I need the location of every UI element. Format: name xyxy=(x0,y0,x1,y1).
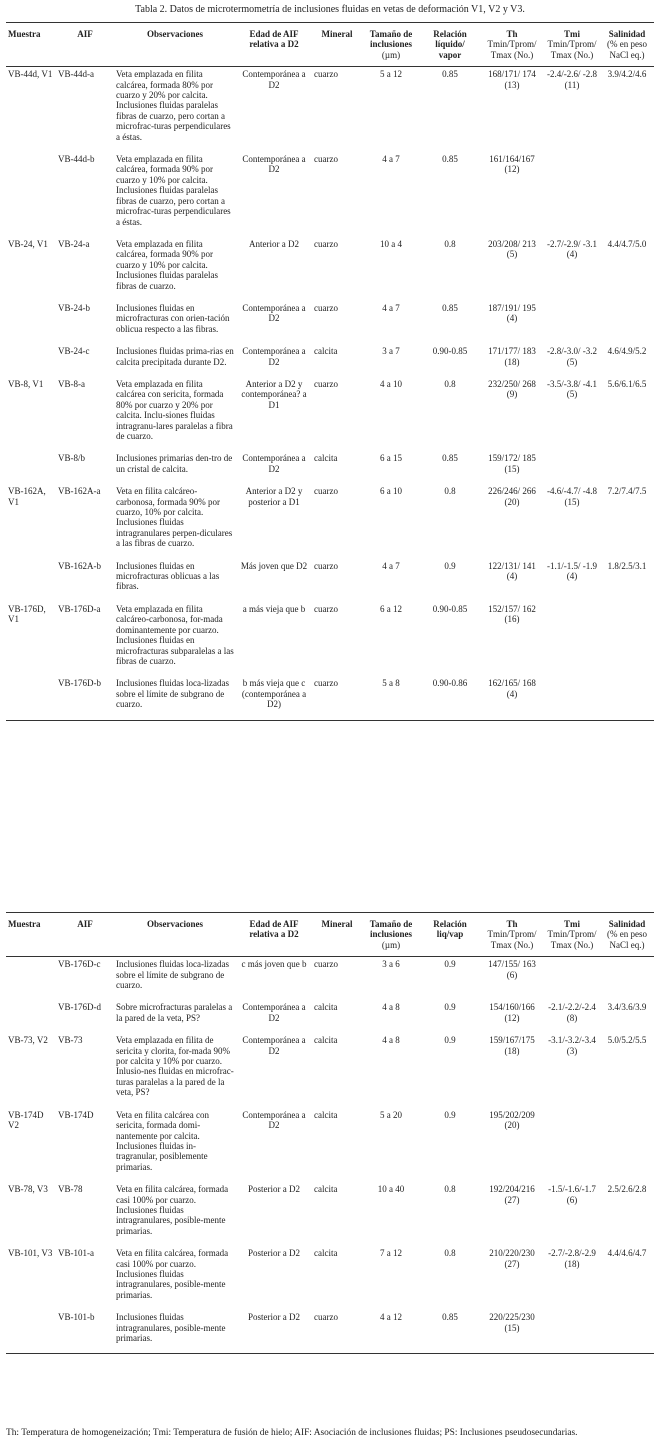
cell-th: 168/171/ 174 (13) xyxy=(488,69,536,90)
cell-mineral: cuarzo xyxy=(314,238,338,249)
cell-tmi: -4.6/-4.7/ -4.8 (15) xyxy=(547,486,597,507)
cell-relacion: 0.8 xyxy=(444,238,456,249)
cell-tmi xyxy=(544,676,600,720)
cell-relacion: 0.85 xyxy=(442,302,458,313)
cell-aif: VB-24-a xyxy=(58,238,90,249)
cell-th: 159/172/ 185 (15) xyxy=(488,453,536,474)
cell-relacion: 0.85 xyxy=(442,1312,458,1323)
table-row xyxy=(6,1033,654,1107)
cell-aif: VB-176D-d xyxy=(58,1002,101,1013)
cell-salinidad xyxy=(600,957,654,1001)
cell-observaciones: Inclusiones fluidas en microfracturas con orien-tación oblicua respecto a las fibras. xyxy=(116,302,230,334)
cell-muestra: VB-8, V1 xyxy=(8,378,44,389)
cell-tamano: 4 a 7 xyxy=(382,302,400,313)
cell-salinidad: 5.0/5.2/5.5 xyxy=(607,1035,647,1046)
cell-relacion: 0.9 xyxy=(444,959,456,970)
cell-th: 232/250/ 268 (9) xyxy=(488,378,536,400)
cell-relacion: 0.85 xyxy=(442,453,458,464)
cell-th: 161/164/167 (12) xyxy=(489,154,535,175)
cell-edad: Contemporánea a D2 xyxy=(242,69,306,90)
cell-mineral: calcita xyxy=(314,1184,338,1195)
cell-mineral: calcita xyxy=(314,1035,338,1046)
cell-tamano: 6 a 10 xyxy=(380,486,402,497)
cell-salinidad xyxy=(600,602,654,676)
cell-mineral: calcita xyxy=(314,1109,338,1120)
cell-th: 192/204/216 (27) xyxy=(489,1184,535,1205)
header-aif: AIF xyxy=(77,29,93,39)
cell-salinidad: 3.9/4.2/4.6 xyxy=(607,69,647,80)
cell-tmi xyxy=(544,301,600,344)
header-salinidad: Salinidad (% en peso NaCl eq.) xyxy=(607,919,647,950)
cell-relacion: 0.90-0.85 xyxy=(432,603,468,614)
cell-tmi xyxy=(544,1108,600,1182)
table-row xyxy=(6,67,654,152)
cell-salinidad xyxy=(600,451,654,484)
table-row xyxy=(6,1246,654,1310)
cell-salinidad: 4.4/4.6/4.7 xyxy=(607,1248,647,1259)
cell-tamano: 4 a 7 xyxy=(382,560,400,571)
header-mineral: Mineral xyxy=(321,29,353,39)
cell-aif: VB-44d-a xyxy=(58,69,94,80)
cell-muestra: VB-78, V3 xyxy=(8,1184,48,1195)
cell-th: 187/191/ 195 (4) xyxy=(488,302,536,324)
cell-th: 171/177/ 183 (18) xyxy=(488,346,536,367)
cell-edad: Más joven que D2 xyxy=(240,560,308,571)
cell-muestra: VB-162A, V1 xyxy=(8,486,46,507)
table-row xyxy=(6,957,654,1001)
cell-aif: VB-101-a xyxy=(58,1248,94,1259)
cell-tamano: 7 a 12 xyxy=(380,1248,402,1259)
cell-relacion: 0.85 xyxy=(442,154,458,165)
cell-aif: VB-101-b xyxy=(58,1312,95,1323)
table-row xyxy=(6,1000,654,1033)
cell-tamano: 5 a 20 xyxy=(380,1109,402,1120)
cell-tmi: -3.1/-3.2/-3.4 (3) xyxy=(548,1035,596,1056)
cell-tamano: 10 a 40 xyxy=(377,1184,405,1195)
cell-observaciones: Inclusiones fluidas loca-lizadas sobre el límite de subgrano de cuarzo. xyxy=(116,678,229,710)
cell-aif: VB-176D-a xyxy=(58,603,101,614)
cell-tamano: 4 a 12 xyxy=(380,1312,402,1323)
cell-muestra: VB-101, V3 xyxy=(8,1248,53,1259)
table-row xyxy=(6,559,654,602)
cell-tamano: 4 a 8 xyxy=(382,1035,400,1046)
header-tmi: Tmi Tmin/Tprom/ Tmax (No.) xyxy=(547,919,597,950)
cell-edad: Contemporánea a D2 xyxy=(242,1109,306,1131)
cell-th: 147/155/ 163 (6) xyxy=(488,959,536,980)
cell-mineral: cuarzo xyxy=(314,378,338,389)
cell-mineral: cuarzo xyxy=(314,486,338,497)
table-caption: Tabla 2. Datos de microtermometría de inclusiones fluidas en vetas de deformación V1, V2 y V3. xyxy=(135,4,525,15)
cell-mineral: cuarzo xyxy=(314,69,338,80)
cell-salinidad: 2.5/2.6/2.8 xyxy=(607,1184,647,1195)
header-muestra: Muestra xyxy=(8,919,41,929)
cell-salinidad: 7.2/7.4/7.5 xyxy=(607,486,647,497)
data-table-part-1 xyxy=(6,22,654,721)
cell-aif: VB-44d-b xyxy=(58,154,95,165)
cell-edad: Anterior a D2 y contemporánea? a D1 xyxy=(241,378,307,410)
cell-tmi: -2.1/-2.2/-2.4 (8) xyxy=(548,1002,596,1023)
cell-muestra xyxy=(6,1310,56,1354)
cell-th: 152/157/ 162 (16) xyxy=(488,603,536,625)
cell-salinidad: 3.4/3.6/3.9 xyxy=(607,1002,647,1013)
cell-edad: Posterior a D2 xyxy=(248,1312,300,1323)
cell-tamano: 4 a 7 xyxy=(382,154,400,165)
cell-muestra xyxy=(6,301,56,344)
cell-tamano: 3 a 6 xyxy=(382,959,400,970)
header-observaciones: Observaciones xyxy=(147,919,203,929)
cell-observaciones: Veta emplazada en filita calcárea con sericita, formada 80% por cuarzo y 20% por calcita. Inclu-siones fluidas intragranu-lares paralelas a fibra de cuarzo. xyxy=(116,378,233,441)
cell-tmi: -2.7/-2.8/-2.9 (18) xyxy=(548,1248,596,1269)
cell-edad: Anterior a D2 xyxy=(249,238,299,249)
cell-muestra xyxy=(6,957,56,1001)
cell-salinidad: 4.4/4.7/5.0 xyxy=(607,238,647,249)
cell-salinidad xyxy=(600,676,654,720)
data-table-part-2 xyxy=(6,912,654,1354)
header-th: Th Tmin/Tprom/ Tmax (No.) xyxy=(487,29,537,60)
cell-relacion: 0.85 xyxy=(442,69,458,80)
table-row xyxy=(6,1108,654,1182)
cell-aif: VB-176D-c xyxy=(58,959,101,970)
cell-tamano: 6 a 12 xyxy=(380,603,402,614)
cell-muestra xyxy=(6,344,56,377)
cell-aif: VB-162A-b xyxy=(58,560,101,571)
cell-tamano: 5 a 12 xyxy=(380,69,402,80)
cell-relacion: 0.90-0.85 xyxy=(432,346,468,357)
table-row xyxy=(6,451,654,484)
cell-observaciones: Sobre microfracturas paralelas a la pared de la veta, PS? xyxy=(116,1002,233,1023)
table-row xyxy=(6,344,654,377)
cell-th: 203/208/ 213 (5) xyxy=(488,238,536,260)
cell-tamano: 5 a 8 xyxy=(382,678,400,689)
cell-edad: Contemporánea a D2 xyxy=(242,1002,306,1023)
cell-mineral: cuarzo xyxy=(314,302,338,313)
table-row xyxy=(6,377,654,451)
cell-th: 195/202/209 (20) xyxy=(489,1109,535,1131)
cell-muestra: VB-174D V2 xyxy=(8,1109,44,1131)
cell-aif: VB-8/b xyxy=(58,453,85,464)
cell-observaciones: Inclusiones primarias den-tro de un cristal de calcita. xyxy=(116,453,233,474)
cell-aif: VB-176D-b xyxy=(58,678,101,689)
cell-observaciones: Veta en filita calcárea con sericita, formada domi-nantemente por calcita. Inclusiones fluidas in-tragranular, posiblemente primarias. xyxy=(116,1109,209,1172)
cell-muestra xyxy=(6,1000,56,1033)
cell-tmi xyxy=(544,1310,600,1354)
cell-edad: a más vieja que b xyxy=(242,603,306,614)
cell-mineral: cuarzo xyxy=(314,560,338,571)
table-row xyxy=(6,1310,654,1354)
header-edad: Edad de AIF relativa a D2 xyxy=(249,919,299,940)
cell-muestra xyxy=(6,676,56,720)
cell-aif: VB-174D xyxy=(58,1109,94,1120)
cell-aif: VB-78 xyxy=(58,1184,83,1195)
cell-salinidad xyxy=(600,1310,654,1354)
cell-observaciones: Veta emplazada en filita calcárea, formada 90% por cuarzo y 10% por calcita. Inclusiones fluidas paralelas fibras de cuarzo, pero cortan a microfrac-turas perpendiculares a éstas. xyxy=(116,154,231,227)
header-relacion: Relación líquido/ vapor xyxy=(433,29,467,60)
header-tamano: Tamaño de inclusiones (µm) xyxy=(369,919,413,950)
cell-salinidad xyxy=(600,152,654,237)
cell-relacion: 0.8 xyxy=(444,1248,456,1259)
table-footnote: Th: Temperatura de homogeneización; Tmi: Temperatura de fusión de hielo; AIF: Asociación de inclusiones fluidas; PS: Inclusiones pseudosecundarias. xyxy=(6,1428,578,1438)
cell-aif: VB-73 xyxy=(58,1035,83,1046)
cell-salinidad: 1.8/2.5/3.1 xyxy=(607,560,647,571)
table-row xyxy=(6,484,654,558)
cell-tmi: -3.5/-3.8/ -4.1 (5) xyxy=(547,378,597,400)
table-header-row xyxy=(6,913,654,957)
header-muestra: Muestra xyxy=(8,29,41,39)
cell-observaciones: Veta emplazada en filita calcárea, formada 80% por cuarzo y 20% por calcita. Inclusiones fluidas paralelas fibras de cuarzo, pero cortan a microfrac-turas perpendiculares a éstas. xyxy=(116,69,231,142)
cell-tmi xyxy=(544,152,600,237)
cell-tmi: -2.4/-2.6/ -2.8 (11) xyxy=(547,69,597,90)
cell-th: 122/131/ 141 (4) xyxy=(488,560,536,582)
cell-relacion: 0.9 xyxy=(444,1002,456,1013)
cell-relacion: 0.90-0.86 xyxy=(432,678,468,689)
cell-muestra: VB-44d, V1 xyxy=(8,69,53,80)
cell-tamano: 10 a 4 xyxy=(380,238,402,249)
cell-observaciones: Veta emplazada en filita de sericita y clorita, for-mada 90% por calcita y 10% por cuarzo. Inlusio-nes fluidas en microfrac-turas paralelas a la pared de la veta, PS? xyxy=(116,1035,234,1098)
cell-edad: Contemporánea a D2 xyxy=(242,453,306,474)
header-relacion: Relación liq/vap xyxy=(433,919,467,940)
cell-muestra: VB-73, V2 xyxy=(8,1035,48,1046)
cell-relacion: 0.9 xyxy=(444,560,456,571)
cell-edad: Contemporánea a D2 xyxy=(242,346,306,367)
cell-relacion: 0.8 xyxy=(444,1184,456,1195)
cell-salinidad xyxy=(600,1108,654,1182)
cell-th: 162/165/ 168 (4) xyxy=(488,678,536,699)
cell-mineral: calcita xyxy=(314,1248,338,1259)
cell-muestra xyxy=(6,559,56,602)
cell-aif: VB-24-c xyxy=(58,346,90,357)
table-row xyxy=(6,152,654,237)
cell-tmi: -1.1/-1.5/ -1.9 (4) xyxy=(547,560,597,582)
cell-observaciones: Inclusiones fluidas prima-rias en calcita precipitada durante D2. xyxy=(116,346,234,367)
cell-mineral: cuarzo xyxy=(314,154,338,165)
cell-aif: VB-8-a xyxy=(58,378,85,389)
cell-muestra xyxy=(6,152,56,237)
cell-tmi: -1.5/-1.6/-1.7 (6) xyxy=(548,1184,596,1205)
cell-tmi xyxy=(544,451,600,484)
cell-th: 226/246/ 266 (20) xyxy=(488,486,536,507)
cell-aif: VB-162A-a xyxy=(58,486,101,497)
cell-observaciones: Inclusiones fluidas intragranulares, posible-mente primarias. xyxy=(116,1312,226,1343)
cell-observaciones: Veta en filita calcárea, formada casi 100% por cuarzo. Inclusiones fluidas intragranulares, posible-mente primarias. xyxy=(116,1248,229,1300)
table-body-2 xyxy=(6,957,654,1354)
cell-observaciones: Inclusiones fluidas en microfracturas oblicuas a las fibras. xyxy=(116,560,220,592)
cell-mineral: calcita xyxy=(314,346,338,357)
table-row xyxy=(6,301,654,344)
cell-tmi: -2.8/-3.0/ -3.2 (5) xyxy=(547,346,597,367)
cell-edad: c más joven que b xyxy=(241,959,307,970)
cell-edad: Anterior a D2 y posterior a D1 xyxy=(245,486,303,507)
cell-observaciones: Inclusiones fluidas loca-lizadas sobre el límite de subgrano de cuarzo. xyxy=(116,959,229,991)
cell-tmi xyxy=(544,602,600,676)
cell-observaciones: Veta en filita calcáreo-carbonosa, formada 90% por cuarzo, 10% por calcita. Inclusiones fluidas intragranulares perpen-diculares a las fibras de cuarzo. xyxy=(116,486,233,549)
header-salinidad: Salinidad (% en peso NaCl eq.) xyxy=(607,29,647,60)
table-row xyxy=(6,602,654,676)
cell-edad: Posterior a D2 xyxy=(248,1248,300,1259)
table-row xyxy=(6,676,654,720)
table-body-1 xyxy=(6,67,654,720)
cell-aif: VB-24-b xyxy=(58,302,90,313)
cell-mineral: calcita xyxy=(314,1002,338,1013)
cell-tamano: 4 a 8 xyxy=(382,1002,400,1013)
header-mineral: Mineral xyxy=(321,919,353,929)
header-observaciones: Observaciones xyxy=(147,29,203,39)
cell-observaciones: Veta emplazada en filita calcárea, formada 90% por cuarzo y 10% por calcita. Inclusiones fluidas paralelas fibras de cuarzo. xyxy=(116,238,218,291)
cell-salinidad: 5.6/6.1/6.5 xyxy=(607,378,647,389)
cell-muestra xyxy=(6,451,56,484)
cell-edad: b más vieja que c (contemporánea a D2) xyxy=(241,678,307,710)
cell-tamano: 3 a 7 xyxy=(382,346,400,357)
cell-observaciones: Veta emplazada en filita calcáreo-carbonosa, for-mada dominantemente por cuarzo. Inclusiones fluidas en microfracturas subparalelas a las fibras de cuarzo. xyxy=(116,603,234,666)
cell-salinidad xyxy=(600,301,654,344)
cell-th: 220/225/230 (15) xyxy=(489,1312,535,1333)
cell-observaciones: Veta en filita calcárea, formada casi 100% por cuarzo. Inclusiones fluidas intragranulares, posible-mente primarias. xyxy=(116,1184,229,1236)
cell-mineral: cuarzo xyxy=(314,1312,338,1323)
cell-relacion: 0.9 xyxy=(444,1035,456,1046)
cell-relacion: 0.9 xyxy=(444,1109,456,1120)
cell-mineral: cuarzo xyxy=(314,959,338,970)
cell-mineral: cuarzo xyxy=(314,678,338,689)
cell-th: 154/160/166 (12) xyxy=(489,1002,535,1023)
header-aif: AIF xyxy=(77,919,93,929)
cell-salinidad: 4.6/4.9/5.2 xyxy=(607,346,647,357)
header-tmi: Tmi Tmin/Tprom/ Tmax (No.) xyxy=(547,29,597,60)
cell-edad: Posterior a D2 xyxy=(248,1184,300,1195)
cell-muestra: VB-176D, V1 xyxy=(8,603,46,625)
cell-relacion: 0.8 xyxy=(444,486,456,497)
cell-edad: Contemporánea a D2 xyxy=(242,154,306,175)
cell-th: 159/167/175 (18) xyxy=(489,1035,535,1056)
cell-th: 210/220/230 (27) xyxy=(489,1248,535,1269)
table-row xyxy=(6,1182,654,1246)
cell-tmi xyxy=(544,957,600,1001)
cell-edad: Contemporánea a D2 xyxy=(242,1035,306,1056)
cell-muestra: VB-24, V1 xyxy=(8,238,48,249)
table-header-row xyxy=(6,23,654,67)
cell-mineral: cuarzo xyxy=(314,603,338,614)
cell-relacion: 0.8 xyxy=(444,378,456,389)
cell-tmi: -2.7/-2.9/ -3.1 (4) xyxy=(547,238,597,260)
cell-tamano: 6 a 15 xyxy=(380,453,402,464)
header-th: Th Tmin/Tprom/ Tmax (No.) xyxy=(487,919,537,950)
cell-edad: Contemporánea a D2 xyxy=(242,302,306,324)
cell-mineral: calcita xyxy=(314,453,338,464)
cell-tamano: 4 a 10 xyxy=(380,378,402,389)
header-tamano: Tamaño de inclusiones (µm) xyxy=(369,29,413,60)
table-row xyxy=(6,237,654,301)
header-edad: Edad de AIF relativa a D2 xyxy=(249,29,299,50)
